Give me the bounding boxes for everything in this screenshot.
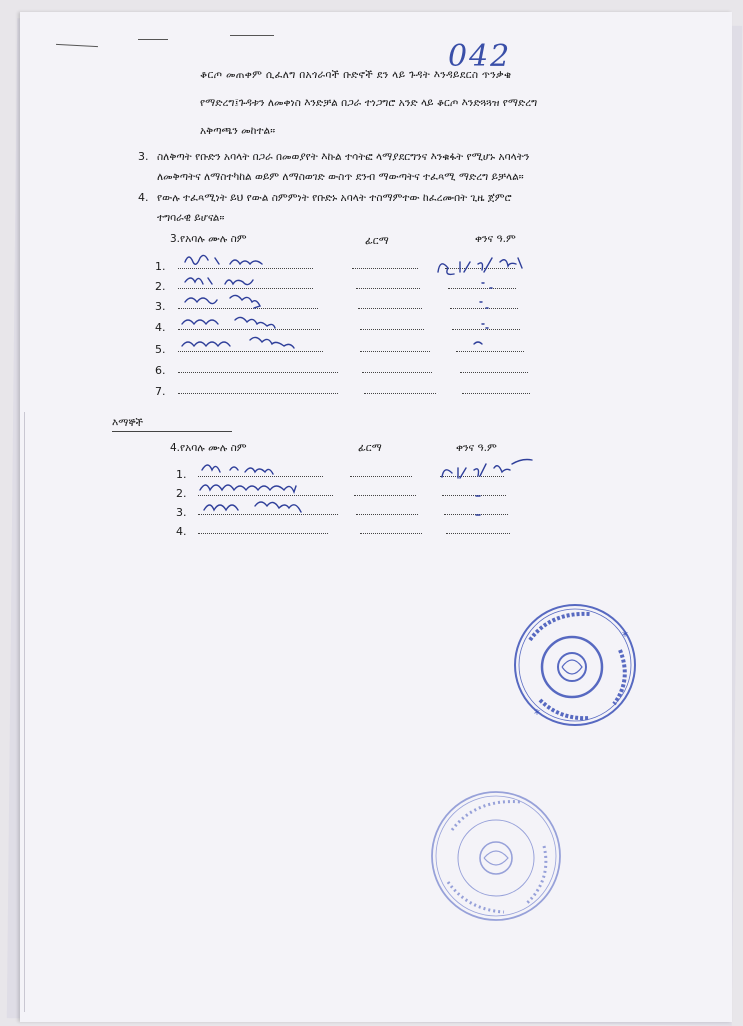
- item-line: ለመቅጣትና ለማስተካከል ወይም ለማስወገድ ውስጥ ደንብ ማውጣትና ተፈጻሚ ማድረግ ይቻላል።: [157, 171, 524, 183]
- document-page: [20, 12, 732, 1022]
- intro-line: የማድረግ፤ጉዳቱን ለመቀነስ እንድቻል በጋራ ተነጋግሮ አንድ ላይ ቆርጦ እንድጓጓዝ የማድረግ: [200, 97, 538, 109]
- faded-stamp: [426, 786, 566, 926]
- members-col-signature: ፊርማ: [365, 235, 389, 247]
- member-row-number: 4.: [155, 321, 166, 334]
- svg-text:*: *: [534, 707, 540, 721]
- member-row-number: 7.: [155, 385, 166, 398]
- members-col-name: 3.የአባሉ ሙሉ ስም: [170, 233, 247, 245]
- witness-row-number: 2.: [176, 487, 187, 500]
- members-col-date: ቀንና ዓ.ም: [475, 233, 516, 245]
- item-line: የውሉ ተፈጻሚነት ይህ የውል ስምምነት የቡድኑ አባላት ተስማምተው ከፈረሙበት ጊዜ ጀምሮ: [157, 192, 512, 204]
- member-row-number: 3.: [155, 300, 166, 313]
- witnesses-label: እማኞች: [112, 417, 144, 429]
- witness-row-number: 1.: [176, 468, 187, 481]
- witnesses-col-name: 4.የአባሉ ሙሉ ስም: [170, 442, 247, 454]
- intro-line: ቆርጦ መጠቀም ሲፈለግ በአጎራባች ቡድኖች ደን ላይ ጉዳት እንዳይደርስ ጥንቃቄ: [200, 69, 512, 81]
- witness-row-number: 4.: [176, 525, 187, 538]
- witnesses-col-signature: ፊርማ: [358, 442, 382, 454]
- member-row-number: 2.: [155, 280, 166, 293]
- intro-line: አቅጣጫን መከተል።: [200, 125, 276, 137]
- member-row-number: 1.: [155, 260, 166, 273]
- witness-handwriting: [20, 12, 732, 1022]
- member-row-number: 5.: [155, 343, 166, 356]
- item-number: 4.: [138, 191, 149, 204]
- item-line: ስለቅጣት የቡድን አባላት በጋራ በመወያየት እኩል ተሳትፎ ላማያደርግንና እንቁፋት የሚሆኑ አባላትን: [157, 151, 530, 163]
- item-line: ተግባራዊ ይሆናል።: [157, 212, 225, 224]
- official-stamp: [510, 600, 640, 730]
- witnesses-col-date: ቀንና ዓ.ም: [456, 442, 497, 454]
- handwritten-page-number: 042: [448, 39, 512, 74]
- item-number: 3.: [138, 150, 149, 163]
- witness-row-number: 3.: [176, 506, 187, 519]
- svg-text:*: *: [622, 629, 628, 643]
- member-row-number: 6.: [155, 364, 166, 377]
